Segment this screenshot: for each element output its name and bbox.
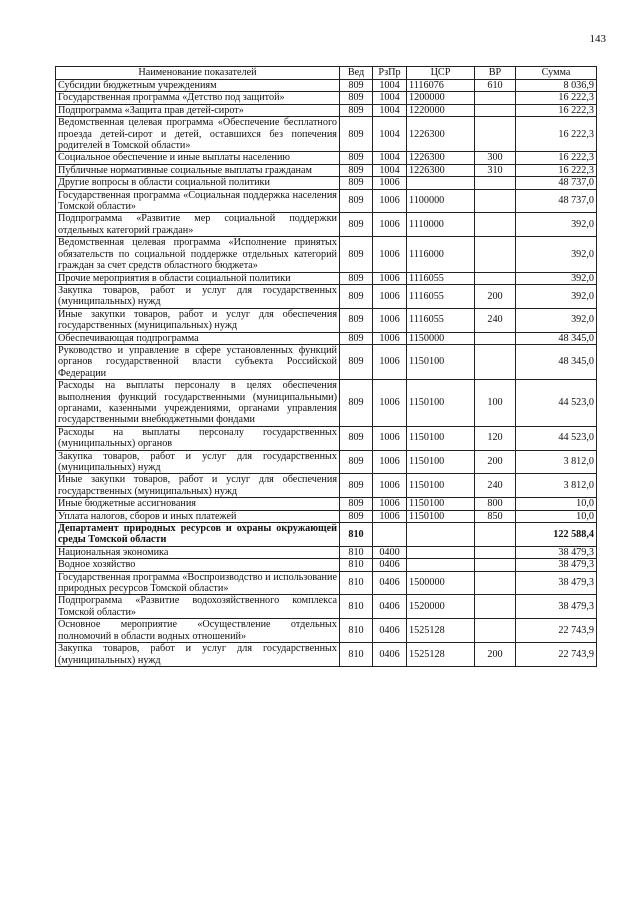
cell-ved: 810 — [340, 546, 373, 558]
cell-ved: 810 — [340, 595, 373, 619]
cell-ved: 809 — [340, 117, 373, 152]
header-csr: ЦСР — [407, 67, 475, 80]
cell-csr: 1100000 — [407, 189, 475, 213]
cell-csr — [407, 559, 475, 571]
cell-sum: 22 743,9 — [516, 643, 597, 667]
cell-rzpr: 1006 — [373, 213, 407, 237]
cell-vr — [475, 344, 516, 379]
cell-rzpr: 1006 — [373, 189, 407, 213]
cell-rzpr: 1006 — [373, 237, 407, 272]
header-rzpr: РзПр — [373, 67, 407, 80]
cell-csr: 1116000 — [407, 237, 475, 272]
budget-table — [55, 66, 597, 667]
cell-name: Водное хозяйство — [56, 559, 340, 571]
table-row — [56, 523, 597, 547]
table-row — [56, 474, 597, 498]
cell-rzpr: 1006 — [373, 380, 407, 427]
cell-sum: 16 222,3 — [516, 92, 597, 104]
table-row — [56, 332, 597, 344]
cell-csr: 1500000 — [407, 571, 475, 595]
cell-ved: 809 — [340, 308, 373, 332]
cell-csr: 1520000 — [407, 595, 475, 619]
cell-sum: 44 523,0 — [516, 426, 597, 450]
cell-rzpr: 1004 — [373, 80, 407, 92]
cell-vr — [475, 571, 516, 595]
cell-vr — [475, 272, 516, 284]
cell-ved: 809 — [340, 426, 373, 450]
cell-sum: 10,0 — [516, 498, 597, 510]
cell-vr — [475, 546, 516, 558]
cell-csr: 1116055 — [407, 272, 475, 284]
cell-csr — [407, 177, 475, 189]
cell-ved: 809 — [340, 344, 373, 379]
cell-name: Руководство и управление в сфере установленных функций органов государственной власти субъекта Российской Федерации — [56, 344, 340, 379]
table-row — [56, 643, 597, 667]
cell-vr — [475, 237, 516, 272]
table-row — [56, 177, 597, 189]
cell-name: Прочие мероприятия в области социальной политики — [56, 272, 340, 284]
cell-rzpr: 1004 — [373, 92, 407, 104]
cell-ved: 809 — [340, 272, 373, 284]
cell-rzpr: 0406 — [373, 643, 407, 667]
table-row — [56, 272, 597, 284]
cell-ved: 809 — [340, 284, 373, 308]
cell-sum: 48 737,0 — [516, 189, 597, 213]
cell-csr: 1525128 — [407, 619, 475, 643]
cell-ved: 809 — [340, 152, 373, 164]
cell-sum: 16 222,3 — [516, 164, 597, 176]
cell-rzpr: 1006 — [373, 498, 407, 510]
cell-name: Уплата налогов, сборов и иных платежей — [56, 510, 340, 522]
table-row — [56, 571, 597, 595]
cell-csr: 1150100 — [407, 426, 475, 450]
cell-sum: 16 222,3 — [516, 117, 597, 152]
cell-csr: 1525128 — [407, 643, 475, 667]
cell-sum: 48 345,0 — [516, 344, 597, 379]
cell-sum: 3 812,0 — [516, 450, 597, 474]
cell-name: Департамент природных ресурсов и охраны окружающей среды Томской области — [56, 523, 340, 547]
cell-csr: 1150100 — [407, 498, 475, 510]
cell-ved: 809 — [340, 189, 373, 213]
cell-sum: 392,0 — [516, 237, 597, 272]
cell-csr: 1150100 — [407, 450, 475, 474]
cell-sum: 22 743,9 — [516, 619, 597, 643]
cell-vr — [475, 595, 516, 619]
header-ved: Вед — [340, 67, 373, 80]
cell-name: Ведомственная целевая программа «Исполнение принятых обязательств по социальной поддержке отдельных категорий граждан за счет средств областного бюджета» — [56, 237, 340, 272]
cell-ved: 809 — [340, 164, 373, 176]
cell-rzpr: 1006 — [373, 332, 407, 344]
cell-ved: 809 — [340, 474, 373, 498]
cell-csr: 1150100 — [407, 344, 475, 379]
table-row — [56, 164, 597, 176]
cell-sum: 122 588,4 — [516, 523, 597, 547]
cell-name: Подпрограмма «Развитие мер социальной поддержки отдельных категорий граждан» — [56, 213, 340, 237]
cell-rzpr: 0406 — [373, 571, 407, 595]
cell-vr — [475, 619, 516, 643]
cell-name: Публичные нормативные социальные выплаты гражданам — [56, 164, 340, 176]
table-row — [56, 152, 597, 164]
cell-vr — [475, 559, 516, 571]
cell-name: Ведомственная целевая программа «Обеспечение бесплатного проезда детей-сирот и детей, оставшихся без попечения родителей в Томской области» — [56, 117, 340, 152]
table-body — [56, 80, 597, 667]
cell-csr: 1150000 — [407, 332, 475, 344]
cell-sum: 38 479,3 — [516, 571, 597, 595]
cell-rzpr: 1004 — [373, 164, 407, 176]
cell-name: Расходы на выплаты персоналу государственных (муниципальных) органов — [56, 426, 340, 450]
cell-rzpr: 1006 — [373, 510, 407, 522]
cell-vr — [475, 213, 516, 237]
cell-sum: 44 523,0 — [516, 380, 597, 427]
cell-ved: 809 — [340, 213, 373, 237]
cell-ved: 810 — [340, 619, 373, 643]
cell-csr: 1226300 — [407, 117, 475, 152]
cell-csr: 1116076 — [407, 80, 475, 92]
table-row — [56, 510, 597, 522]
cell-vr: 200 — [475, 284, 516, 308]
cell-rzpr: 1006 — [373, 450, 407, 474]
table-row — [56, 117, 597, 152]
cell-vr: 120 — [475, 426, 516, 450]
cell-rzpr: 1006 — [373, 474, 407, 498]
cell-vr: 610 — [475, 80, 516, 92]
cell-sum: 392,0 — [516, 284, 597, 308]
cell-name: Государственная программа «Социальная поддержка населения Томской области» — [56, 189, 340, 213]
cell-rzpr: 1006 — [373, 284, 407, 308]
table-row — [56, 237, 597, 272]
table-row — [56, 546, 597, 558]
cell-vr: 310 — [475, 164, 516, 176]
cell-rzpr: 1006 — [373, 426, 407, 450]
header-vr: ВР — [475, 67, 516, 80]
table-row — [56, 80, 597, 92]
cell-ved: 809 — [340, 510, 373, 522]
cell-sum: 392,0 — [516, 213, 597, 237]
cell-name: Закупка товаров, работ и услуг для государственных (муниципальных) нужд — [56, 643, 340, 667]
cell-sum: 10,0 — [516, 510, 597, 522]
cell-name: Основное мероприятие «Осуществление отдельных полномочий в области водных отношений» — [56, 619, 340, 643]
cell-vr — [475, 117, 516, 152]
cell-sum: 38 479,3 — [516, 546, 597, 558]
table-row — [56, 104, 597, 116]
cell-csr: 1150100 — [407, 380, 475, 427]
cell-csr: 1116055 — [407, 308, 475, 332]
cell-ved: 809 — [340, 498, 373, 510]
cell-name: Закупка товаров, работ и услуг для государственных (муниципальных) нужд — [56, 284, 340, 308]
cell-vr — [475, 177, 516, 189]
cell-rzpr: 0406 — [373, 595, 407, 619]
table-row — [56, 595, 597, 619]
cell-ved: 809 — [340, 92, 373, 104]
cell-vr — [475, 332, 516, 344]
cell-rzpr: 1004 — [373, 104, 407, 116]
table-row — [56, 284, 597, 308]
cell-vr: 200 — [475, 643, 516, 667]
cell-csr: 1110000 — [407, 213, 475, 237]
cell-ved: 810 — [340, 571, 373, 595]
cell-csr: 1150100 — [407, 510, 475, 522]
cell-ved: 809 — [340, 80, 373, 92]
cell-ved: 809 — [340, 237, 373, 272]
cell-rzpr: 1004 — [373, 152, 407, 164]
table-row — [56, 213, 597, 237]
cell-vr: 200 — [475, 450, 516, 474]
cell-name: Национальная экономика — [56, 546, 340, 558]
cell-csr: 1220000 — [407, 104, 475, 116]
cell-ved: 809 — [340, 104, 373, 116]
cell-rzpr: 1004 — [373, 117, 407, 152]
cell-ved: 809 — [340, 177, 373, 189]
page-number: 143 — [589, 33, 606, 45]
cell-rzpr: 1006 — [373, 177, 407, 189]
cell-rzpr: 0400 — [373, 546, 407, 558]
cell-vr: 100 — [475, 380, 516, 427]
cell-ved: 810 — [340, 643, 373, 667]
cell-csr: 1226300 — [407, 164, 475, 176]
cell-sum: 16 222,3 — [516, 104, 597, 116]
cell-name: Закупка товаров, работ и услуг для государственных (муниципальных) нужд — [56, 450, 340, 474]
cell-csr: 1116055 — [407, 284, 475, 308]
cell-rzpr — [373, 523, 407, 547]
cell-ved: 810 — [340, 559, 373, 571]
table-row — [56, 380, 597, 427]
table-row — [56, 308, 597, 332]
cell-name: Иные закупки товаров, работ и услуг для обеспечения государственных (муниципальных) нужд — [56, 474, 340, 498]
table-row — [56, 450, 597, 474]
cell-vr — [475, 104, 516, 116]
header-name: Наименование показателей — [56, 67, 340, 80]
cell-name: Подпрограмма «Развитие водохозяйственного комплекса Томской области» — [56, 595, 340, 619]
cell-sum: 38 479,3 — [516, 595, 597, 619]
cell-rzpr: 1006 — [373, 344, 407, 379]
cell-name: Подпрограмма «Защита прав детей-сирот» — [56, 104, 340, 116]
cell-name: Субсидии бюджетным учреждениям — [56, 80, 340, 92]
cell-ved: 809 — [340, 332, 373, 344]
cell-vr — [475, 92, 516, 104]
cell-csr: 1226300 — [407, 152, 475, 164]
cell-sum: 392,0 — [516, 272, 597, 284]
cell-name: Обеспечивающая подпрограмма — [56, 332, 340, 344]
cell-ved: 809 — [340, 450, 373, 474]
table-row — [56, 92, 597, 104]
cell-name: Расходы на выплаты персоналу в целях обеспечения выполнения функций государственными (муниципальными) органами, казенными учреждениями, органами управления государственными внебюджетными фондами — [56, 380, 340, 427]
table-header-row — [56, 67, 597, 80]
cell-sum: 48 737,0 — [516, 177, 597, 189]
cell-name: Государственная программа «Воспроизводство и использование природных ресурсов Томской области» — [56, 571, 340, 595]
cell-sum: 8 036,9 — [516, 80, 597, 92]
table-row — [56, 426, 597, 450]
cell-sum: 392,0 — [516, 308, 597, 332]
cell-csr — [407, 523, 475, 547]
cell-rzpr: 1006 — [373, 308, 407, 332]
cell-rzpr: 0406 — [373, 559, 407, 571]
table-row — [56, 344, 597, 379]
cell-csr: 1150100 — [407, 474, 475, 498]
cell-name: Иные закупки товаров, работ и услуг для обеспечения государственных (муниципальных) нужд — [56, 308, 340, 332]
cell-rzpr: 1006 — [373, 272, 407, 284]
cell-rzpr: 0406 — [373, 619, 407, 643]
cell-vr: 240 — [475, 308, 516, 332]
table-row — [56, 189, 597, 213]
cell-name: Социальное обеспечение и иные выплаты населению — [56, 152, 340, 164]
header-sum: Сумма — [516, 67, 597, 80]
cell-sum: 16 222,3 — [516, 152, 597, 164]
cell-ved: 809 — [340, 380, 373, 427]
cell-vr: 240 — [475, 474, 516, 498]
table-row — [56, 559, 597, 571]
cell-csr: 1200000 — [407, 92, 475, 104]
cell-csr — [407, 546, 475, 558]
cell-ved: 810 — [340, 523, 373, 547]
table-row — [56, 619, 597, 643]
cell-vr: 800 — [475, 498, 516, 510]
cell-vr: 300 — [475, 152, 516, 164]
cell-vr — [475, 189, 516, 213]
cell-vr — [475, 523, 516, 547]
cell-name: Государственная программа «Детство под защитой» — [56, 92, 340, 104]
cell-name: Другие вопросы в области социальной политики — [56, 177, 340, 189]
cell-sum: 48 345,0 — [516, 332, 597, 344]
cell-sum: 3 812,0 — [516, 474, 597, 498]
cell-sum: 38 479,3 — [516, 559, 597, 571]
table-row — [56, 498, 597, 510]
cell-name: Иные бюджетные ассигнования — [56, 498, 340, 510]
cell-vr: 850 — [475, 510, 516, 522]
